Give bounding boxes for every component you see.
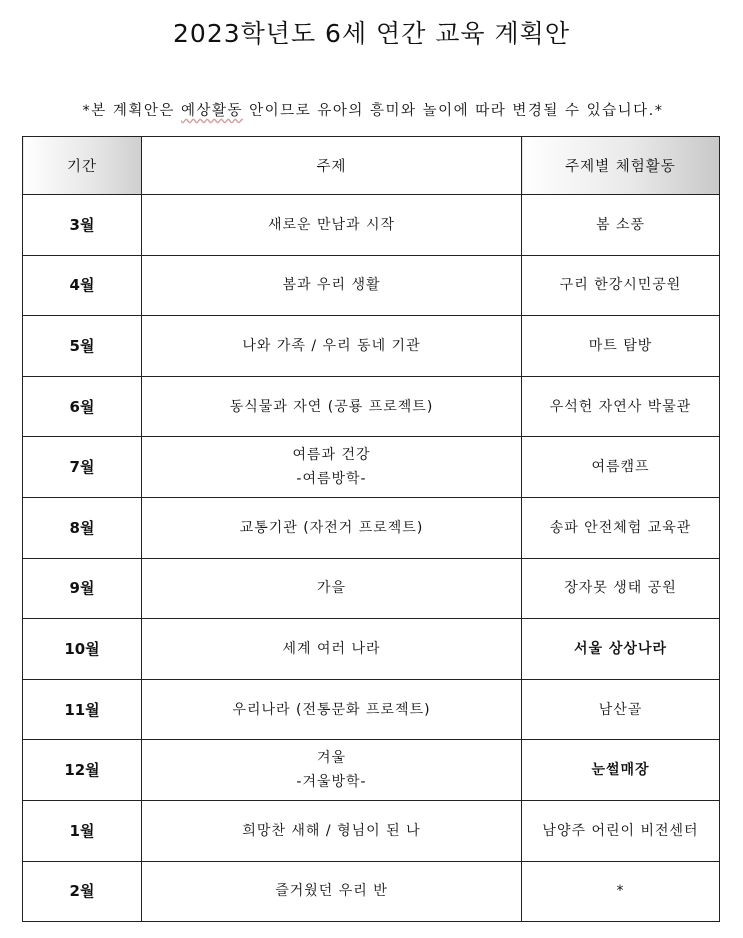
table-row xyxy=(23,437,720,498)
page-title: 2023학년도 6세 연간 교육 계획안 xyxy=(173,19,570,48)
theme-main: 세계 여러 나라 xyxy=(282,640,381,657)
header-activity: 주제별 체험활동 xyxy=(522,137,720,195)
month-cell: 12월 xyxy=(23,740,142,801)
theme-main: 나와 가족 / 우리 동네 기관 xyxy=(242,337,421,354)
table-header-row xyxy=(23,137,720,195)
table-row xyxy=(23,800,720,861)
header-period: 기간 xyxy=(23,137,142,195)
theme-main: 교통기관 (자전거 프로젝트) xyxy=(239,519,424,536)
notice-after: 안이므로 유아의 흥미와 놀이에 따라 변경될 수 있습니다.* xyxy=(243,103,664,119)
theme-sub: -겨울방학- xyxy=(296,774,367,791)
activity-cell: 남산골 xyxy=(522,679,720,740)
table-row xyxy=(23,497,720,558)
notice-underlined: 예상활동 xyxy=(181,103,244,119)
theme-cell xyxy=(142,800,522,861)
theme-main: 우리나라 (전통문화 프로젝트) xyxy=(232,701,431,718)
activity-cell: 장자못 생태 공원 xyxy=(522,558,720,619)
theme-main: 겨울 xyxy=(316,750,347,767)
table-row xyxy=(23,316,720,377)
table-row xyxy=(23,619,720,680)
activity-cell: * xyxy=(522,861,720,922)
notice-text xyxy=(22,100,724,122)
theme-main: 희망찬 새해 / 형님이 된 나 xyxy=(242,822,421,839)
theme-cell xyxy=(142,255,522,316)
month-cell: 10월 xyxy=(23,619,142,680)
theme-main: 즐거웠던 우리 반 xyxy=(275,883,388,900)
theme-cell xyxy=(142,497,522,558)
theme-cell xyxy=(142,316,522,377)
theme-main: 여름과 건강 xyxy=(292,447,371,464)
activity-cell: 송파 안전체험 교육관 xyxy=(522,497,720,558)
month-cell: 1월 xyxy=(23,800,142,861)
theme-sub: -여름방학- xyxy=(296,471,367,488)
theme-main: 봄과 우리 생활 xyxy=(282,277,381,294)
activity-cell: 마트 탐방 xyxy=(522,316,720,377)
table-row xyxy=(23,861,720,922)
theme-main: 가을 xyxy=(316,580,347,597)
month-cell: 2월 xyxy=(23,861,142,922)
activity-cell: 서울 상상나라 xyxy=(522,619,720,680)
table-row xyxy=(23,740,720,801)
theme-cell xyxy=(142,558,522,619)
theme-cell xyxy=(142,619,522,680)
month-cell: 11월 xyxy=(23,679,142,740)
theme-cell xyxy=(142,679,522,740)
month-cell: 7월 xyxy=(23,437,142,498)
activity-cell: 구리 한강시민공원 xyxy=(522,255,720,316)
theme-cell xyxy=(142,195,522,256)
theme-cell xyxy=(142,740,522,801)
notice-before: *본 계획안은 xyxy=(82,103,182,119)
theme-cell xyxy=(142,437,522,498)
annual-plan-table xyxy=(22,136,720,922)
month-cell: 3월 xyxy=(23,195,142,256)
theme-main: 새로운 만남과 시작 xyxy=(267,216,396,233)
theme-main: 동식물과 자연 (공룡 프로젝트) xyxy=(229,398,434,415)
month-cell: 6월 xyxy=(23,376,142,437)
table-body xyxy=(23,195,720,922)
activity-cell: 여름캠프 xyxy=(522,437,720,498)
activity-cell: 우석헌 자연사 박물관 xyxy=(522,376,720,437)
activity-cell: 눈썰매장 xyxy=(522,740,720,801)
month-cell: 4월 xyxy=(23,255,142,316)
table-row xyxy=(23,255,720,316)
month-cell: 9월 xyxy=(23,558,142,619)
theme-cell xyxy=(142,376,522,437)
month-cell: 5월 xyxy=(23,316,142,377)
table-row xyxy=(23,376,720,437)
theme-cell xyxy=(142,861,522,922)
header-theme: 주제 xyxy=(142,137,522,195)
activity-cell: 봄 소풍 xyxy=(522,195,720,256)
table-row xyxy=(23,195,720,256)
table-row xyxy=(23,558,720,619)
activity-cell: 남양주 어린이 비전센터 xyxy=(522,800,720,861)
table-row xyxy=(23,679,720,740)
month-cell: 8월 xyxy=(23,497,142,558)
